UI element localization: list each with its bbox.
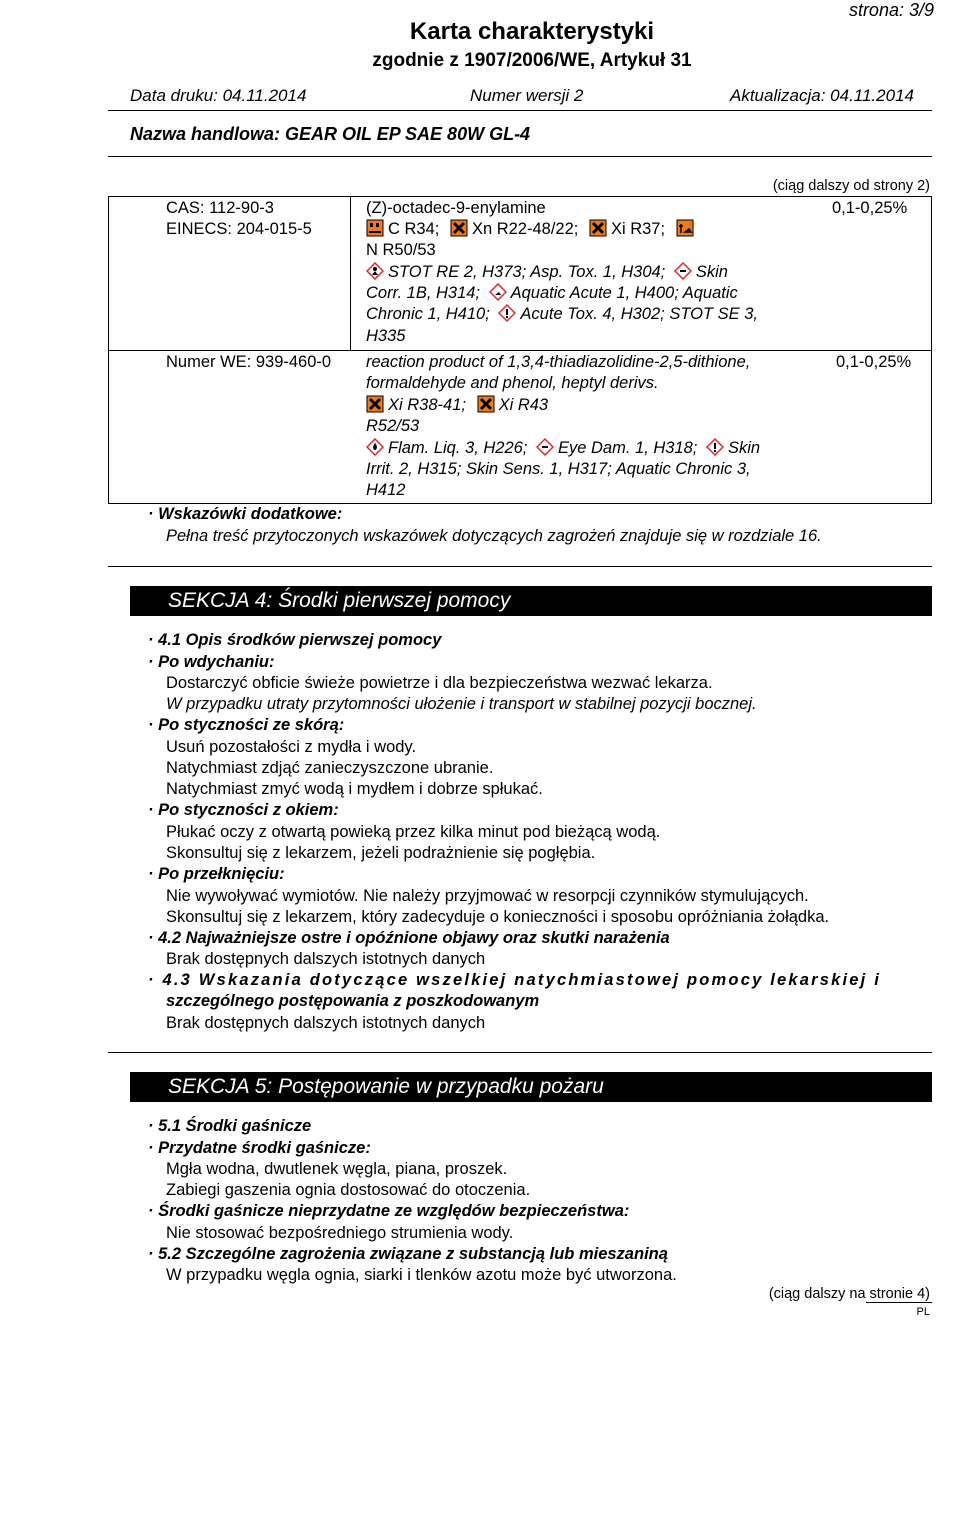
harmful-cross-icon — [450, 219, 468, 237]
trade-name: Nazwa handlowa: GEAR OIL EP SAE 80W GL-4 — [130, 124, 531, 144]
s4-swallow-2: Skonsultuj się z lekarzem, który zadecyduje o konieczności i sposobu opróżniania żołądka. — [166, 908, 830, 926]
ec-number: Numer WE: 939-460-0 — [166, 353, 332, 371]
class-xi-2: Xi R43 — [498, 396, 549, 414]
table-column-divider — [350, 196, 351, 350]
environment-icon — [676, 219, 694, 237]
substance-name: (Z)-octadec-9-enylamine — [366, 199, 546, 217]
s4-skin-2: Natychmiast zdjąć zanieczyszczone ubranie. — [166, 759, 494, 777]
ghs-1b: Skin — [695, 263, 728, 281]
footer-divider — [866, 1302, 932, 1303]
document-subtitle: zgodnie z 1907/2006/WE, Artykuł 31 — [372, 50, 692, 71]
concentration-2: 0,1-0,25% — [836, 353, 912, 371]
classification-line — [366, 219, 698, 240]
irritant-cross-icon — [366, 395, 384, 413]
classification-line-2 — [366, 395, 548, 416]
s5-suitable-2: Zabiegi gaszenia ognia dostosować do otoczenia. — [166, 1181, 531, 1199]
ghs-2: Corr. 1B, H314; — [366, 284, 481, 302]
class-r52: R52/53 — [366, 417, 420, 435]
ghs-2b: Aquatic Acute 1, H400; Aquatic — [510, 284, 738, 302]
s5-heading-51: · 5.1 Środki gaśnicze — [148, 1117, 312, 1135]
s4-eye-2: Skonsultuj się z lekarzem, jeżeli podrażnienie się pogłębia. — [166, 844, 596, 862]
einecs-number: EINECS: 204-015-5 — [166, 220, 312, 238]
s4-inhalation-2: W przypadku utraty przytomności ułożenie i transport w stabilnej pozycji bocznej. — [166, 695, 757, 713]
substance-name-2a: reaction product of 1,3,4-thiadiazolidine-2,5-dithione, — [366, 353, 751, 371]
s4-heading-42-text: Brak dostępnych dalszych istotnych danych — [166, 950, 486, 968]
s4-eye-label: · Po styczności z okiem: — [148, 801, 339, 819]
language-code: PL — [916, 1306, 930, 1318]
class-xn: Xn R22-48/22; — [471, 220, 579, 238]
s4-swallow-1: Nie wywoływać wymiotów. Nie należy przyjmować w resorpcji czynników stymulujących. — [166, 887, 809, 905]
s4-swallow-label: · Po przełknięciu: — [148, 865, 285, 883]
version-number: Numer wersji 2 — [470, 86, 584, 105]
page-number: strona: 3/9 — [848, 0, 934, 20]
print-date: Data druku: 04.11.2014 — [130, 86, 307, 105]
irritant-cross-icon — [589, 219, 607, 237]
s4-inhalation-label: · Po wdychaniu: — [148, 653, 275, 671]
ghs-1: STOT RE 2, H373; Asp. Tox. 1, H304; — [388, 263, 666, 281]
class-c: C R34; — [388, 220, 440, 238]
s4-heading-43b: szczególnego postępowania z poszkodowanym — [166, 992, 540, 1010]
ghs-4: H335 — [366, 327, 406, 345]
ghs2-1a: Flam. Liq. 3, H226; — [388, 439, 528, 457]
s4-heading-43-text: Brak dostępnych dalszych istotnych danych — [166, 1014, 486, 1032]
section-divider — [108, 1052, 932, 1053]
corrosion-ghs-icon — [536, 438, 554, 456]
section5-header: SEKCJA 5: Postępowanie w przypadku pożaru — [130, 1072, 932, 1102]
s4-inhalation-1: Dostarczyć obficie świeże powietrze i dla bezpieczeństwa wezwać lekarza. — [166, 674, 713, 692]
irritant-cross-icon — [477, 395, 495, 413]
s4-heading-42: · 4.2 Najważniejsze ostre i opóźnione objawy oraz skutki narażenia — [148, 929, 670, 947]
exclamation-ghs-icon — [706, 438, 724, 456]
s4-eye-1: Płukać oczy z otwartą powieką przez kilka minut pod bieżącą wodą. — [166, 823, 661, 841]
s5-heading-52-text: W przypadku węgla ognia, siarki i tlenków azotu może być utworzona. — [166, 1266, 677, 1284]
s5-unsuitable-label: · Środki gaśnicze nieprzydatne ze względów bezpieczeństwa: — [148, 1202, 630, 1220]
ghs-line-2 — [366, 283, 738, 304]
concentration: 0,1-0,25% — [832, 199, 908, 217]
class-xi: Xi R37; — [610, 220, 666, 238]
health-hazard-icon — [366, 262, 384, 280]
ghs-3b: Acute Tox. 4, H302; STOT SE 3, — [520, 305, 758, 323]
substance-name-2b: formaldehyde and phenol, heptyl derivs. — [366, 374, 659, 392]
section-divider — [108, 566, 932, 567]
ghs-line-3 — [366, 304, 758, 325]
ghs2-line-1 — [366, 438, 760, 459]
s5-unsuitable-1: Nie stosować bezpośredniego strumienia wody. — [166, 1224, 514, 1242]
notes-label: · Wskazówki dodatkowe: — [148, 505, 343, 523]
s5-heading-52: · 5.2 Szczególne zagrożenia związane z substancją lub mieszaniną — [148, 1245, 668, 1263]
s4-heading-43: · 4.3 Wskazania dotyczące wszelkiej natychmiastowej pomocy lekarskiej i — [148, 971, 882, 989]
ghs2-1c: Skin — [728, 439, 761, 457]
flame-ghs-icon — [366, 438, 384, 456]
continued-to: (ciąg dalszy na stronie 4) — [768, 1286, 930, 1302]
ghs-3: Chronic 1, H410; — [366, 305, 490, 323]
aquatic-ghs-icon — [489, 283, 507, 301]
ghs2-2: Irrit. 2, H315; Skin Sens. 1, H317; Aquatic Chronic 3, — [366, 460, 751, 478]
corrosion-ghs-icon — [674, 262, 692, 280]
s4-heading-41: · 4.1 Opis środków pierwszej pomocy — [148, 631, 442, 649]
update-date: Aktualizacja: 04.11.2014 — [730, 86, 914, 105]
s4-skin-label: · Po styczności ze skórą: — [148, 716, 345, 734]
cas-number: CAS: 112-90-3 — [166, 199, 274, 217]
s4-skin-3: Natychmiast zmyć wodą i mydłem i dobrze spłukać. — [166, 780, 543, 798]
s5-suitable-1: Mgła wodna, dwutlenek węgla, piana, proszek. — [166, 1160, 508, 1178]
ghs2-1b: Eye Dam. 1, H318; — [558, 439, 698, 457]
trade-divider — [108, 156, 932, 157]
continued-from: (ciąg dalszy od strony 2) — [772, 178, 930, 194]
exclamation-ghs-icon — [498, 304, 516, 322]
class-xi-1: Xi R38-41; — [388, 396, 466, 414]
ghs2-3: H412 — [366, 481, 406, 499]
document-title: Karta charakterystyki — [409, 18, 655, 45]
section4-header: SEKCJA 4: Środki pierwszej pomocy — [130, 586, 932, 616]
corrosive-icon — [366, 219, 384, 237]
table-row-divider — [108, 350, 932, 351]
class-n: N R50/53 — [366, 241, 436, 259]
s4-skin-1: Usuń pozostałości z mydła i wody. — [166, 738, 417, 756]
s5-suitable-label: · Przydatne środki gaśnicze: — [148, 1139, 371, 1157]
header-divider — [108, 110, 932, 111]
notes-text: Pełna treść przytoczonych wskazówek dotyczących zagrożeń znajduje się w rozdziale 16. — [166, 527, 822, 545]
ghs-line-1 — [366, 262, 728, 283]
